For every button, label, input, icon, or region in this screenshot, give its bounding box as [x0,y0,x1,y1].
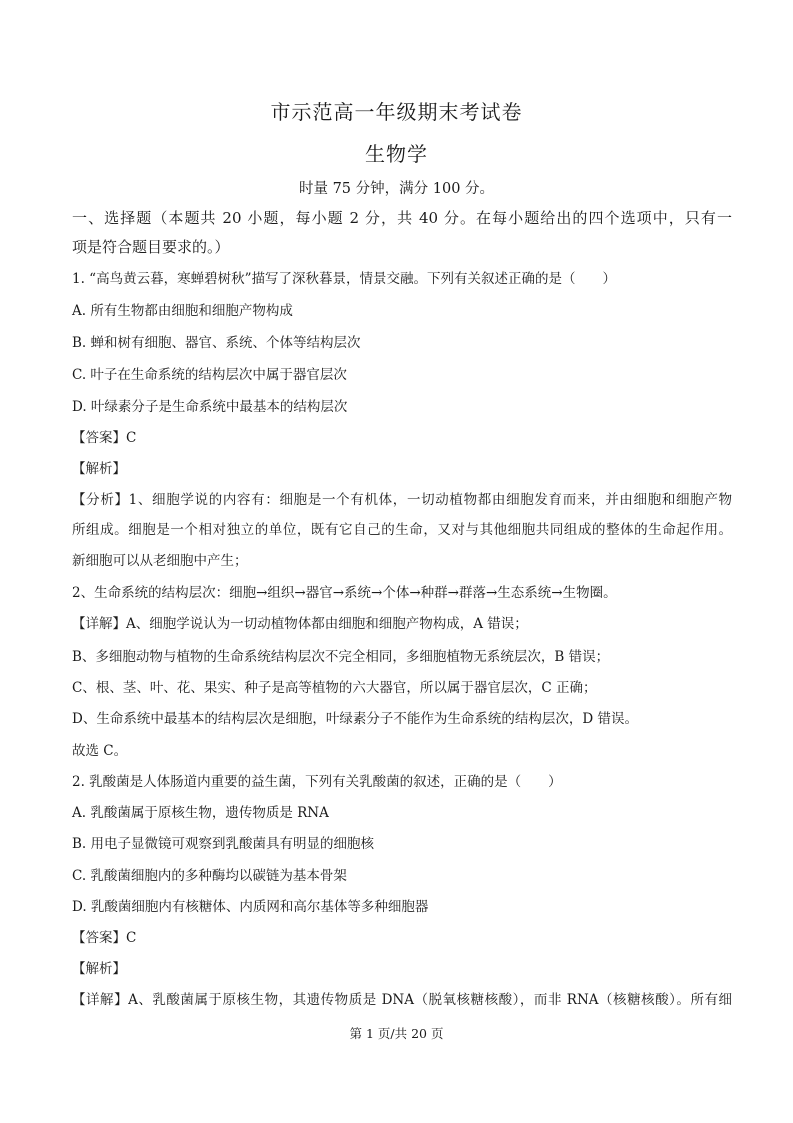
section-heading-line1: 一、选择题（本题共 20 小题，每小题 2 分，共 40 分。在每小题给出的四个选项中，只有一 [72,209,732,227]
q2-analysis-label: 【解析】 [72,961,126,977]
q1-analysis-line: D、生命系统中最基本的结构层次是细胞，叶绿素分子不能作为生命系统的结构层次，D 错误。 [72,711,638,727]
subject-title: 生物学 [365,142,428,166]
q1-analysis-line: B、多细胞动物与植物的生命系统结构层次不完全相同，多细胞植物无系统层次，B 错误； [72,649,610,665]
q1-analysis-line: 【详解】A、细胞学说认为一切动植物体都由细胞和细胞产物构成，A 错误； [72,616,528,632]
q1-stem: 1. “高鸟黄云暮，寒蝉碧树秋”描写了深秋暮景，情景交融。下列有关叙述正确的是（ ） [72,271,616,287]
section-heading-line2: 项是符合题目要求的。） [72,238,230,256]
q1-option-b: B. 蝉和树有细胞、器官、系统、个体等结构层次 [72,335,361,351]
q1-analysis-line: 故选 C。 [72,743,128,759]
q2-answer: 【答案】C [72,930,137,946]
q2-analysis-line: 【详解】A、乳酸菌属于原核生物，其遗传物质是 DNA（脱氧核糖核酸），而非 RNA（核糖核酸）。所有细 [72,992,732,1008]
q1-analysis-label: 【解析】 [72,461,126,477]
q1-answer: 【答案】C [72,430,137,446]
q2-option-c: C. 乳酸菌细胞内的多种酶均以碳链为基本骨架 [72,868,347,884]
time-info: 时量 75 分钟，满分 100 分。 [298,181,495,197]
q2-option-d: D. 乳酸菌细胞内有核糖体、内质网和高尔基体等多种细胞器 [72,899,429,915]
q1-analysis-line: 【分析】1、细胞学说的内容有：细胞是一个有机体，一切动植物都由细胞发育而来，并由细胞和细胞产物 [72,492,732,508]
q1-analysis-line: C、根、茎、叶、花、果实、种子是高等植物的六大器官，所以属于器官层次，C 正确； [72,680,597,696]
q1-analysis-line: 2、生命系统的结构层次：细胞→组织→器官→系统→个体→种群→群落→生态系统→生物圈。 [72,585,617,601]
q1-analysis-line: 新细胞可以从老细胞中产生； [72,553,248,569]
q1-option-d: D. 叶绿素分子是生命系统中最基本的结构层次 [72,399,348,415]
q2-stem: 2. 乳酸菌是人体肠道内重要的益生菌，下列有关乳酸菌的叙述，正确的是（ ） [72,774,562,790]
q1-analysis-line: 所组成。细胞是一个相对独立的单位，既有它自己的生命，又对与其他细胞共同组成的整体的生命起作用。 [72,522,732,538]
q1-option-a: A. 所有生物都由细胞和细胞产物构成 [72,303,293,319]
page-footer: 第 1 页/共 20 页 [349,1026,444,1041]
q2-option-b: B. 用电子显微镜可观察到乳酸菌具有明显的细胞核 [72,836,375,852]
q2-option-a: A. 乳酸菌属于原核生物，遗传物质是 RNA [72,805,329,821]
q1-option-c: C. 叶子在生命系统的结构层次中属于器官层次 [72,367,347,383]
exam-title: 市示范高一年级期末考试卷 [270,100,523,124]
